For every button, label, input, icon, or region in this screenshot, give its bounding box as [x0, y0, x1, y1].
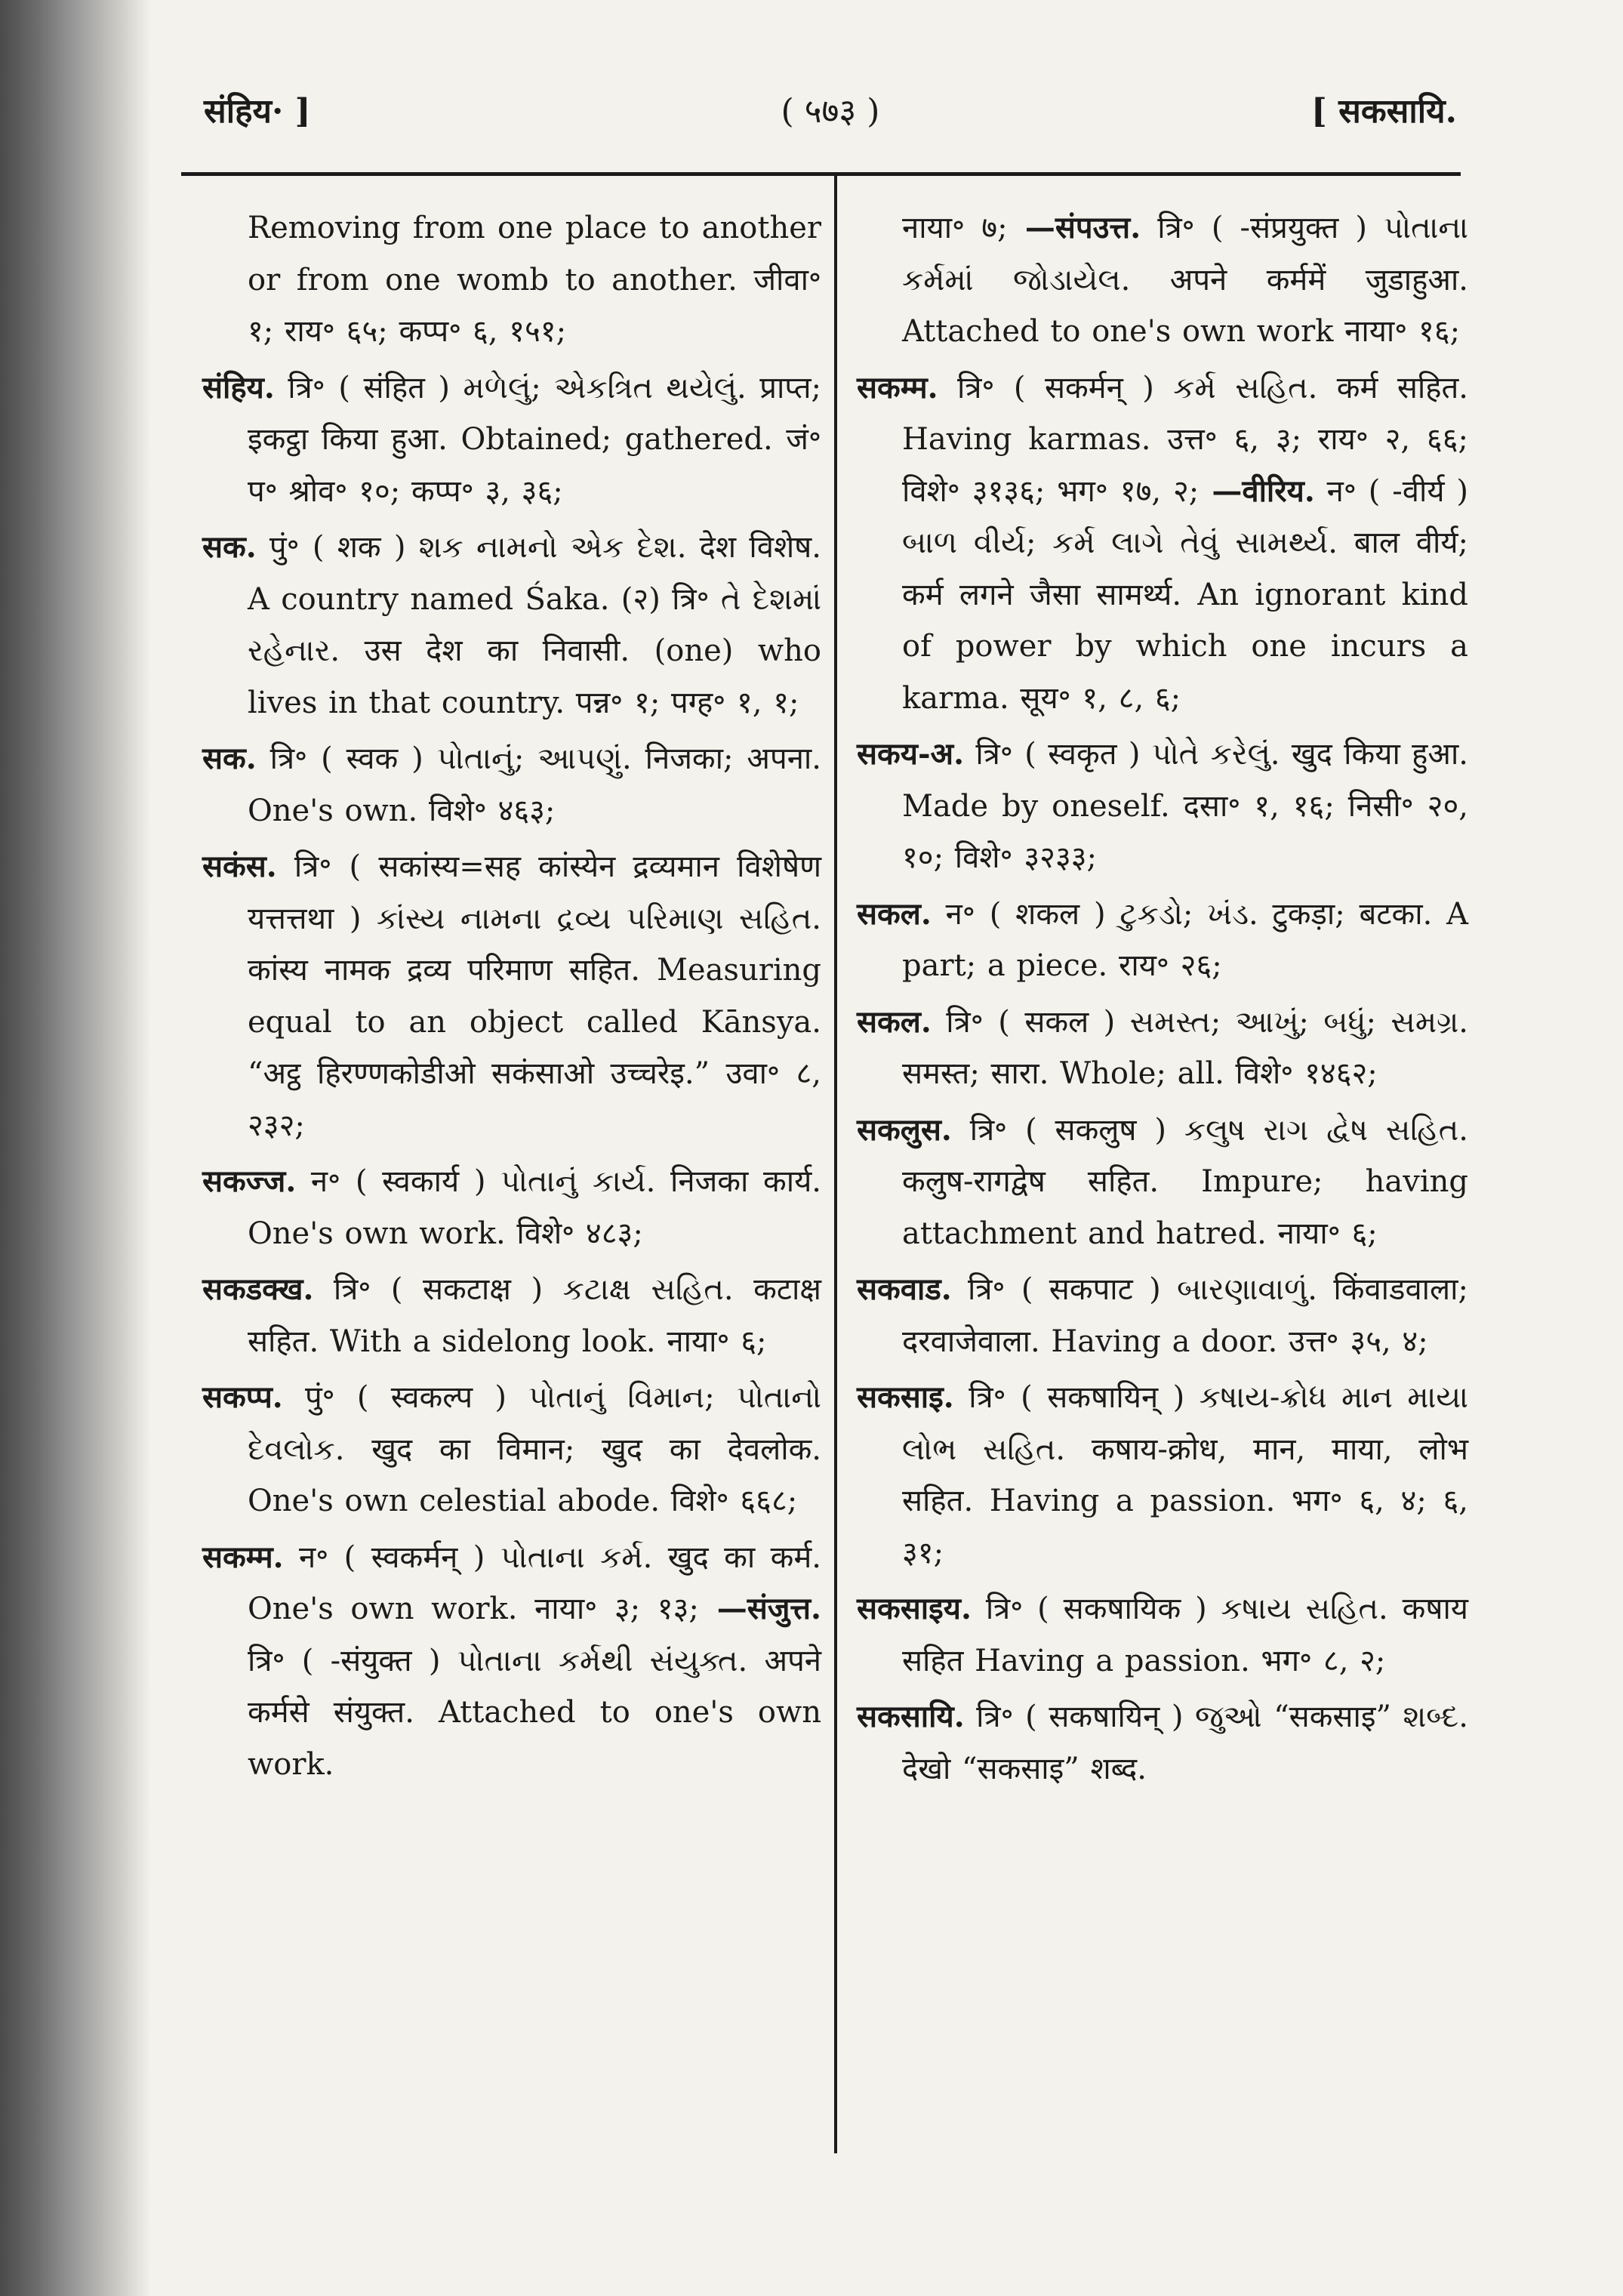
entry-text: त्रि॰ ( सकषायिन् ) કષાય-ક્રોધ માન માયા લોભ સહિત. कषाय-क्रोध, मान, माया, लोभ सहित. Having a passion. भग॰ ६, ४; ६, ३१;: [902, 1380, 1468, 1570]
entry-text: त्रि॰ ( सकटाक्ष ) કટાક્ષ સહિત. कटाक्ष सहित. With a sidelong look. नाया॰ ६;: [248, 1272, 821, 1359]
entry-text: न॰ ( -वीर्य ) બાળ વીર્ય; કર્મ લાગે તેવું સામર્થ્ય. बाल वीर्य; कर्म लगने जैसा सामर्थ्य. An ignorant kind of power by which one incurs a karma. सूय॰ १, ८, ६;: [902, 473, 1468, 716]
subentry-headword: —संपउत्त.: [1007, 210, 1141, 245]
entry-text: न॰ ( शकल ) ટુકડો; ખંડ. टुकड़ा; बटका. A part; a piece. राय॰ २६;: [902, 896, 1468, 983]
headword: सक.: [202, 741, 257, 776]
subentry-headword: —संजुत्त.: [698, 1591, 821, 1626]
headword: सक.: [202, 529, 257, 565]
headword: सकप्प.: [202, 1379, 283, 1415]
dictionary-entry: [857, 1691, 1468, 1795]
entry-text: त्रि॰ ( सकषायिन् ) જુઓ “सकसाइ” શબ્દ. देखो “सकसाइ” शब्द.: [902, 1700, 1468, 1786]
headword: सकज्ज.: [202, 1163, 297, 1199]
dictionary-entry: [857, 1372, 1468, 1579]
header-rule: [181, 172, 1461, 176]
headword: सकम्म.: [202, 1539, 284, 1575]
dictionary-entry: [202, 1264, 821, 1367]
headword: सकल.: [857, 895, 932, 932]
entry-text: त्रि॰ ( स्वकृत ) પોતે કરેલું. खुद किया हुआ. Made by oneself. दसा॰ १, १६; निसी॰ २०, १०; विशे॰ ३२३३;: [902, 737, 1468, 875]
dictionary-entry: [202, 733, 821, 837]
dictionary-entry: [857, 889, 1468, 992]
headword: सकसाइय.: [857, 1591, 972, 1626]
header-last-word: [ सकसायि.: [1310, 92, 1457, 131]
dictionary-entry: [857, 362, 1468, 725]
entry-text: न॰ ( स्वकर्मन् ) પોતાના કર્મ. खुद का कर्म. One's own work. नाया॰ ३; १३;: [248, 1539, 821, 1626]
dictionary-entry: [202, 362, 821, 518]
dictionary-entry: [857, 1264, 1468, 1367]
entry-text: पुं॰ ( स्वकल्प ) પોતાનું વિમાન; પોતાનો દેવલોક. खुद का विमान; खुद का देवलोक. One's own celestial abode. विशे॰ ६६८;: [248, 1380, 821, 1518]
page-header: [204, 79, 1457, 140]
dictionary-entry: [202, 1372, 821, 1527]
entry-text: त्रि॰ ( सकांस्य=सह कांस्येन द्रव्यमान विशेषेण यत्तत्तथा ) કાંસ્ય નામના દ્રવ્ય પરિમાણ સહિત. कांस्य नामक द्रव्य परिमाण सहित. Measuring equal to an object called Kānsya. “अट्ठ हिरण्णकोडीओ सकंसाओ उच्चरेइ.” उवा॰ ८, २३२;: [248, 849, 821, 1143]
dictionary-entry: [202, 841, 821, 1151]
column-divider: [834, 175, 837, 2153]
entry-text: त्रि॰ ( सकर्मन् ) કર્મ સહિત. कर्म सहित. Having karmas. उत्त॰ ६, ३; राय॰ २, ६६; विशे॰ ३१३६; भग॰ १७, २;: [902, 370, 1468, 509]
left-column: [202, 202, 821, 1795]
dictionary-entry: [857, 202, 1468, 358]
entry-text: त्रि॰ ( स्वक ) પોતાનું; આપણું. निजका; अपना. One's own. विशे॰ ४६३;: [248, 741, 821, 828]
headword: सकलुस.: [857, 1111, 952, 1148]
entry-text: न॰ ( स्वकार्य ) પોતાનું કાર્ય. निजका कार्य. One's own work. विशे॰ ४८३;: [248, 1164, 821, 1251]
headword: सकय-अ.: [857, 736, 965, 772]
dictionary-entry: [202, 1156, 821, 1259]
book-binding-shadow: [0, 0, 151, 2296]
headword: सकसायि.: [857, 1699, 965, 1734]
dictionary-entry: [857, 1583, 1468, 1687]
dictionary-entry: [202, 522, 821, 729]
entry-text: नाया॰ ७;: [902, 211, 1008, 245]
page-number: ( ५७३ ): [781, 92, 880, 131]
entry-text: त्रि॰ ( -संप्रयुक्त ) પોતાના કર્મમાં જોડાયેલ. अपने कर्ममें जुडाहुआ. Attached to one's own work नाया॰ १६;: [902, 211, 1469, 349]
header-first-word: संहिय· ]: [204, 92, 311, 131]
dictionary-entry: [202, 202, 821, 358]
dictionary-entry: [857, 1105, 1468, 1260]
entry-text: पुं॰ ( शक ) શક નામનો એક દેશ. देश विशेष. A country named Śaka. (२) त्रि॰ તે દેશમાં રહેનાર. उस देश का निवासी. (one) who lives in that country. पन्न॰ १; पग्ह॰ १, १;: [248, 530, 821, 720]
entry-text: त्रि॰ ( सकल ) સમસ્ત; આખું; બધું; સમગ્ર. समस्त; सारा. Whole; all. विशे॰ १४६२;: [902, 1004, 1468, 1091]
entry-text: त्रि॰ ( सकलुष ) કલુષ રાગ દ્વેષ સહિત. कलुष-रागद्वेष सहित. Impure; having attachment and hatred. नाया॰ ६;: [902, 1112, 1468, 1251]
dictionary-entry: [857, 729, 1468, 884]
subentry-headword: —वीरिय.: [1199, 473, 1315, 509]
headword: सकंस.: [202, 849, 277, 884]
right-column: [857, 202, 1468, 1799]
headword: सकसाइ.: [857, 1379, 954, 1415]
entry-text: त्रि॰ ( -संयुक्त ) પોતાના કર્મથી સંયુક્ત. अपने कर्मसे संयुक्त. Attached to one's own work.: [248, 1643, 821, 1782]
headword: सकडक्ख.: [202, 1271, 314, 1307]
headword: सकल.: [857, 1003, 932, 1040]
headword: सकवाड.: [857, 1271, 952, 1307]
dictionary-entry: [857, 997, 1468, 1100]
headword: संहिय.: [202, 369, 275, 405]
dictionary-entry: [202, 1532, 821, 1791]
entry-text: त्रि॰ ( सकषायिक ) કષાય સહિત. कषाय सहित Having a passion. भग॰ ८, २;: [902, 1592, 1468, 1678]
entry-text: Removing from one place to another or from one womb to another. जीवा॰ १; राय॰ ६५; कप्प॰ ६, १५१;: [248, 211, 821, 349]
entry-text: त्रि॰ ( सकपाट ) બારણાવાળું. किंवाडवाला; दरवाजेवाला. Having a door. उत्त॰ ३५, ४;: [902, 1272, 1468, 1359]
headword: सकम्म.: [857, 369, 938, 405]
entry-text: त्रि॰ ( संहित ) મળેલું; એકત્રિત થયેલું. प्राप्त; इकट्ठा किया हुआ. Obtained; gathered. जं॰ प॰ श्रोव॰ १०; कप्प॰ ३, ३६;: [248, 370, 821, 509]
